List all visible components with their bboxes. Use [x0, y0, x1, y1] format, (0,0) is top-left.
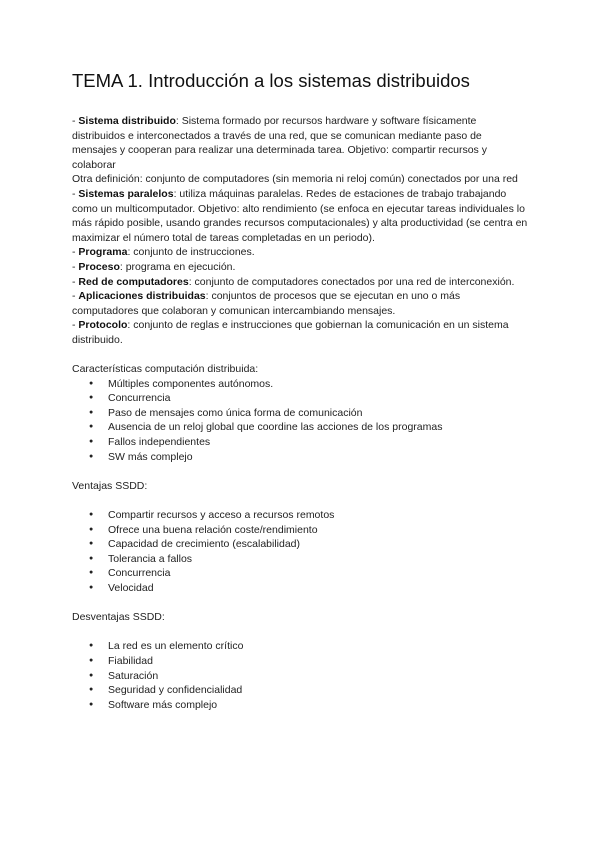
- definition-aplicaciones-distribuidas: [72, 289, 528, 318]
- definition-term: Red de computadores: [78, 275, 189, 288]
- definition-prefix: -: [72, 260, 79, 273]
- definition-proceso: [72, 260, 528, 275]
- list-item: ● La red es un elemento crítico: [89, 639, 528, 654]
- definition-term: Protocolo: [78, 319, 128, 332]
- definition-text: : conjunto de computadores conectados por una red de interconexión.: [188, 275, 515, 288]
- definition-term: Aplicaciones distribuidas: [78, 290, 206, 303]
- definition-text: : utiliza máquinas paralelas. Redes de estaciones de trabajo trabajando como un multicomputador. Objetivo: alto rendimiento (se enfoca en ejecutar tareas individuales lo más rápido posible, usando grandes recursos computacionales) y alta productividad (se centra en maximizar el número total de tareas completadas en un periodo).: [72, 187, 528, 244]
- definition-text: : conjunto de reglas e instrucciones que gobiernan la comunicación en un sistema distribuido.: [72, 319, 509, 346]
- list-item: ● Tolerancia a fallos: [89, 552, 528, 567]
- definition-text: : conjunto de instrucciones.: [127, 246, 255, 259]
- definition-term: Programa: [78, 246, 128, 259]
- definition-red-de-computadores: [72, 275, 528, 290]
- definition-protocolo: [72, 318, 528, 347]
- desventajas-heading: Desventajas SSDD:: [72, 611, 165, 624]
- definition-prefix: -: [72, 319, 79, 332]
- list-item: ● Seguridad y confidencialidad: [89, 683, 528, 698]
- definition-term: Sistema distribuido: [78, 115, 176, 127]
- list-item: ● Software más complejo: [89, 698, 528, 713]
- definition-otra-definicion: [72, 172, 528, 187]
- list-item: ● Velocidad: [89, 581, 528, 596]
- definition-prefix: -: [72, 246, 79, 259]
- list-item: ● Ofrece una buena relación coste/rendimiento: [89, 523, 528, 538]
- definitions-block: [72, 114, 528, 348]
- list-item: ● Capacidad de crecimiento (escalabilidad): [89, 537, 528, 552]
- list-item: ● Ausencia de un reloj global que coordine las acciones de los programas: [89, 420, 528, 435]
- caracteristicas-list: [72, 377, 528, 465]
- ventajas-list: [72, 508, 528, 596]
- definition-text: : conjuntos de procesos que se ejecutan en uno o más computadores que colaboran y comunican intercambiando mensajes.: [72, 290, 461, 317]
- definition-prefix: -: [72, 275, 79, 288]
- list-item: ● Paso de mensajes como única forma de comunicación: [89, 406, 528, 421]
- list-item: ● Fiabilidad: [89, 654, 528, 669]
- desventajas-list: [72, 639, 528, 712]
- ventajas-section: [72, 479, 528, 596]
- definition-text: : programa en ejecución.: [119, 260, 236, 273]
- list-item: ● Saturación: [89, 669, 528, 684]
- definition-text: : Sistema formado por recursos hardware y software físicamente distribuidos e interconectados a través de una red, que se comunican mediante paso de mensajes y cooperan para realizar una determinada tarea. Objetivo: compartir recursos y colaborar: [72, 115, 487, 171]
- document-body: [72, 114, 528, 712]
- definition-sistemas-paralelos: [72, 187, 528, 245]
- list-item: ● Concurrencia: [89, 566, 528, 581]
- definition-prefix: -: [72, 187, 79, 200]
- list-item: ● Concurrencia: [89, 391, 528, 406]
- definition-sistema-distribuido: [72, 114, 528, 172]
- list-item: ● Fallos independientes: [89, 435, 528, 450]
- definition-prefix: -: [72, 290, 79, 303]
- definition-text: Otra definición: conjunto de computadores (sin memoria ni reloj común) conectados por una red: [72, 173, 518, 186]
- document-title: TEMA 1. Introducción a los sistemas distribuidos: [72, 70, 470, 91]
- caracteristicas-heading: Características computación distribuida:: [72, 363, 259, 376]
- list-item: ● Compartir recursos y acceso a recursos remotos: [89, 508, 528, 523]
- list-item: ● Múltiples componentes autónomos.: [89, 377, 528, 392]
- definition-programa: [72, 245, 528, 260]
- ventajas-heading: Ventajas SSDD:: [72, 479, 148, 492]
- definition-prefix: -: [72, 115, 79, 127]
- caracteristicas-section: [72, 362, 528, 464]
- desventajas-section: [72, 610, 528, 712]
- definition-term: Proceso: [78, 260, 120, 273]
- definition-term: Sistemas paralelos: [78, 187, 174, 200]
- list-item: ● SW más complejo: [89, 450, 528, 465]
